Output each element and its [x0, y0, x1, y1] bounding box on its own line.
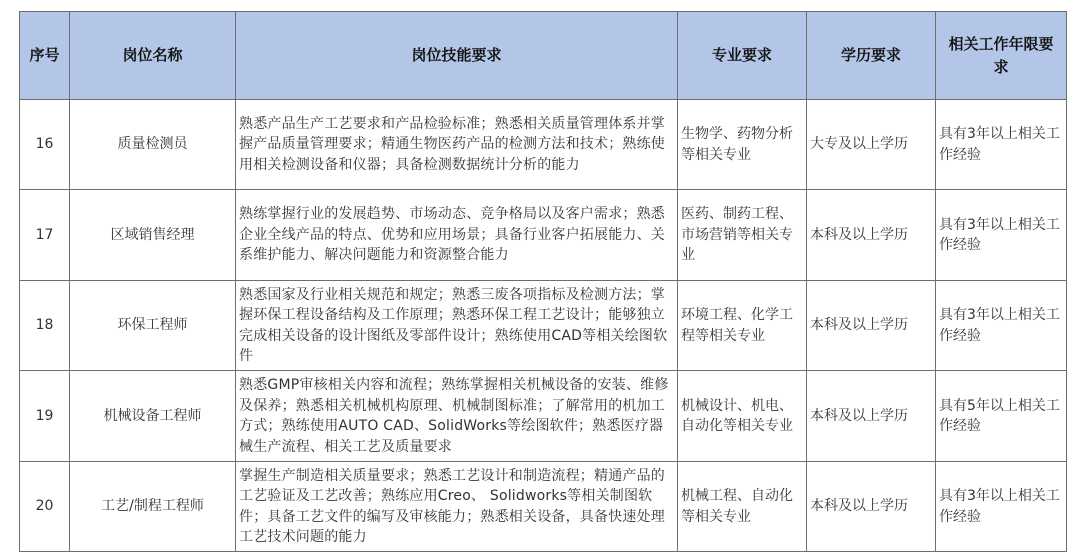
cell-seq: 16	[20, 100, 70, 190]
table-row	[20, 100, 1067, 190]
cell-experience: 具有5年以上相关工作经验	[936, 371, 1067, 462]
cell-seq: 18	[20, 281, 70, 371]
cell-major: 机械设计、机电、自动化等相关专业	[678, 371, 807, 462]
table-header-row	[20, 12, 1067, 100]
cell-skills: 熟悉产品生产工艺要求和产品检验标准；熟悉相关质量管理体系并掌握产品质量管理要求；精通生物医药产品的检测方法和技术；熟练使用相关检测设备和仪器；具备检测数据统计分析的能力	[236, 100, 678, 190]
cell-position: 工艺/制程工程师	[70, 462, 236, 552]
cell-major: 机械工程、自动化等相关专业	[678, 462, 807, 552]
header-skills: 岗位技能要求	[236, 12, 678, 100]
header-major: 专业要求	[678, 12, 807, 100]
cell-position: 环保工程师	[70, 281, 236, 371]
cell-education: 本科及以上学历	[807, 190, 936, 281]
table-row	[20, 190, 1067, 281]
cell-seq: 17	[20, 190, 70, 281]
cell-skills: 熟练掌握行业的发展趋势、市场动态、竞争格局以及客户需求；熟悉企业全线产品的特点、优势和应用场景；具备行业客户拓展能力、关系维护能力、解决问题能力和资源整合能力	[236, 190, 678, 281]
cell-education: 大专及以上学历	[807, 100, 936, 190]
cell-position: 区域销售经理	[70, 190, 236, 281]
header-seq: 序号	[20, 12, 70, 100]
cell-major: 环境工程、化学工程等相关专业	[678, 281, 807, 371]
cell-education: 本科及以上学历	[807, 281, 936, 371]
table-row	[20, 281, 1067, 371]
cell-seq: 19	[20, 371, 70, 462]
cell-position: 机械设备工程师	[70, 371, 236, 462]
job-requirements-table-container	[19, 11, 1067, 552]
cell-education: 本科及以上学历	[807, 371, 936, 462]
cell-skills: 熟悉国家及行业相关规范和规定；熟悉三废各项指标及检测方法；掌握环保工程设备结构及工作原理；熟悉环保工程工艺设计；能够独立完成相关设备的设计图纸及零部件设计；熟练使用CAD等相关绘图软件	[236, 281, 678, 371]
header-position: 岗位名称	[70, 12, 236, 100]
cell-education: 本科及以上学历	[807, 462, 936, 552]
table-row	[20, 462, 1067, 552]
header-education: 学历要求	[807, 12, 936, 100]
cell-experience: 具有3年以上相关工作经验	[936, 281, 1067, 371]
cell-seq: 20	[20, 462, 70, 552]
cell-skills: 掌握生产制造相关质量要求；熟悉工艺设计和制造流程；精通产品的工艺验证及工艺改善；熟练应用Creo、 Solidworks等相关制图软件；具备工艺文件的编写及审核能力；熟悉相关设备，具备快速处理工艺技术问题的能力	[236, 462, 678, 552]
cell-major: 生物学、药物分析等相关专业	[678, 100, 807, 190]
job-requirements-table	[19, 11, 1067, 552]
header-experience: 相关工作年限要求	[936, 12, 1067, 100]
table-row	[20, 371, 1067, 462]
cell-position: 质量检测员	[70, 100, 236, 190]
cell-experience: 具有3年以上相关工作经验	[936, 100, 1067, 190]
cell-experience: 具有3年以上相关工作经验	[936, 190, 1067, 281]
cell-skills: 熟悉GMP审核相关内容和流程；熟练掌握相关机械设备的安装、维修及保养；熟悉相关机械机构原理、机械制图标准；了解常用的机加工方式；熟练使用AUTO CAD、SolidWorks等绘图软件；熟悉医疗器械生产流程、相关工艺及质量要求	[236, 371, 678, 462]
cell-major: 医药、制药工程、市场营销等相关专业	[678, 190, 807, 281]
cell-experience: 具有3年以上相关工作经验	[936, 462, 1067, 552]
